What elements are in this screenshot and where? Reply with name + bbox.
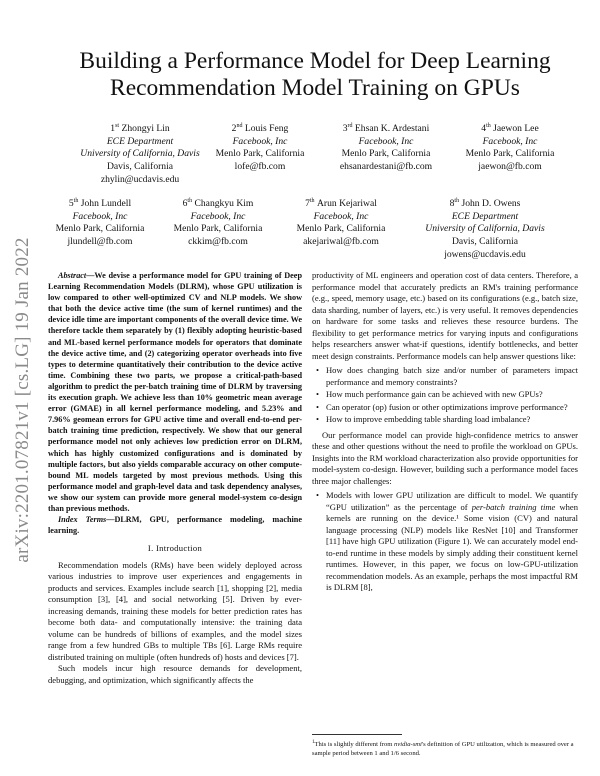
author-block-3 — [318, 120, 454, 174]
paragraph: Our performance model can provide high-confidence metrics to answer these and other questions without the need to profile the workload on GPUs. Insights into the RM workload characterization also provide opportunities for model-system co-design. However, building such a performance model faces three major challenges: — [312, 429, 578, 486]
author-dept: ECE Department — [451, 210, 519, 222]
list-item: • How much performance gain can be achieved with new GPUs? — [326, 389, 578, 401]
list-item: • Can operator (op) fusion or other optimizations improve performance? — [326, 402, 578, 414]
author-email: jowens@ucdavis.edu — [444, 248, 526, 260]
paper-title: Building a Performance Model for Deep Learning Recommendation Model Training on GPUs — [79, 48, 551, 101]
author-email: ckkim@fb.com — [188, 235, 248, 247]
author-dept: ECE Department — [106, 135, 174, 147]
author-name: 3rd Ehsan K. Ardestani — [342, 123, 430, 135]
index-terms: Index Terms—DLRM, GPU, performance modeling, machine learning. — [48, 515, 302, 536]
author-email: lofe@fb.com — [234, 160, 286, 172]
abstract — [48, 270, 302, 514]
abstract-label: Abstract — [58, 271, 87, 280]
arxiv-identifier: arXiv:2201.07821v1 [cs.LG] 19 Jan 2022 — [12, 237, 33, 563]
right-column — [312, 270, 578, 598]
footnote: $^1$This is slightly different from nvidia-smi's definition of GPU utilization, which is measured over a sample period between 1 and 1/6 second. — [312, 740, 574, 758]
author-name: 6th Changkyu Kim — [182, 198, 254, 210]
abstract-text: —We devise a performance model for GPU training of Deep Learning Recommendation Models (DLRM), whose GPU utilization is low compared to other well-optimized CV and NLP models. We show that both the device active time (the sum of kernel runtimes) and the device idle time are important components of the overall device time. We therefore tackle them separately by (1) flexibly adopting heuristic-based and ML-based kernel performance models for operators that dominate the device active time, and (2) categorizing operator overheads into five types to determine quantitatively their contribution to the device active time. Combining these two parts, we propose a critical-path-based algorithm to predict the per-batch training time of DLRM by traversing its execution graph. We achieve less than 10% geometric mean average error (GMAE) in all kernel performance modeling, and 5.23% and 7.96% geomean errors for GPU active time and overall end-to-end per-batch training time prediction, respectively. We show that our general performance model not only achieves low prediction error on DLRM, which has highly customized configurations and is dominated by multiple factors, but also yields comparable accuracy on other compute-bound ML models targeted by most previous methods. Using this performance model and graph-level data and task dependency analyses, we show our system can provide more general model-system co-design than previous methods. — [48, 271, 302, 513]
index-terms-label: Index Terms — [58, 515, 107, 525]
author-city: Menlo Park, California — [173, 223, 263, 235]
paragraph: productivity of ML engineers and operation cost of data centers. Therefore, a performance model that accurately predicts an RM's training performance (e.g., speed, memory usage, etc.) based on its configurations (e.g., batch size, data sharding, number of layers, etc.) is very useful. It removes dependencies on hardware for some tasks and relieves these resource burdens. The flexibility to get performance metrics for varying inputs and configurations helps researchers answer what-if questions, identify bottlenecks, and better meet design constraints. Performance models can help answer questions like: — [312, 270, 578, 361]
author-name: 1st Zhongyi Lin — [110, 123, 170, 135]
list-item: • Models with lower GPU utilization are difficult to model. We quantify “GPU utilization” as the percentage of per-batch training time when kernels are running on the device.¹ Some vision (CV) and natural language processing (NLP) models like ResNet [10] and Transformer [11] have high GPU utilization (Figure 1). We can accurately model end-to-end runtime in these models by simply adding their constituent kernel runtimes. However, in this paper, we focus on low-GPU-utilization recommendation models. As an example, perhaps the most impactful RM is DLRM [8], — [326, 490, 578, 594]
author-dept: Facebook, Inc — [482, 135, 538, 147]
author-name: 4th Jaewon Lee — [481, 123, 539, 135]
author-name: 8th John D. Owens — [449, 198, 521, 210]
author-org: University of California, Davis — [425, 223, 545, 235]
author-name: 7th Arun Kejariwal — [305, 198, 377, 210]
author-city: Davis, California — [451, 235, 519, 247]
footnote-rule — [312, 734, 402, 735]
author-email: zhylin@ucdavis.edu — [100, 173, 180, 185]
author-block-8 — [410, 195, 560, 261]
paragraph: Recommendation models (RMs) have been widely deployed across various industries to improve user experiences and engagements in products and services. Examples include search [1], shopping [2], media consumption [3], [4], and social networking [5]. Driven by ever-increasing demands, training these models for better prediction rates has become both data- and computationally intensive: the training data volume can be hundreds of billions of examples, and the model sizes range from a few hundred GBs to multiple TBs [6]. Large RMs require distributed training on multiple (often hundreds of) hosts and devices [7]. — [48, 559, 302, 662]
question-list — [312, 365, 578, 426]
author-name: 2nd Louis Feng — [231, 123, 289, 135]
author-email: akejariwal@fb.com — [303, 235, 379, 247]
author-block-4 — [452, 120, 568, 174]
author-dept: Facebook, Inc — [358, 135, 414, 147]
paragraph: Such models incur high resource demands for development, debugging, and optimization, which significantly affects the — [48, 663, 302, 685]
author-dept: Facebook, Inc — [232, 135, 288, 147]
section-heading: I. Introduction — [147, 543, 203, 554]
author-org: University of California, Davis — [80, 148, 200, 160]
author-block-6 — [158, 195, 278, 249]
author-block-7 — [276, 195, 406, 249]
author-block-2 — [200, 120, 320, 174]
challenge-list — [312, 490, 578, 594]
author-block-5 — [40, 195, 160, 249]
author-dept: Facebook, Inc — [313, 210, 369, 222]
author-city: Menlo Park, California — [215, 148, 305, 160]
author-city: Menlo Park, California — [465, 148, 555, 160]
author-city: Menlo Park, California — [296, 223, 386, 235]
author-email: jaewon@fb.com — [478, 160, 542, 172]
list-item: • How does changing batch size and/or number of parameters impact performance and memory constraints? — [326, 365, 578, 388]
author-dept: Facebook, Inc — [190, 210, 246, 222]
author-block-1 — [70, 120, 210, 186]
author-city: Menlo Park, California — [341, 148, 431, 160]
author-city: Menlo Park, California — [55, 223, 145, 235]
left-column — [48, 270, 302, 686]
author-email: jlundell@fb.com — [67, 235, 133, 247]
list-item: • How to improve embedding table sharding load imbalance? — [326, 414, 578, 426]
author-city: Davis, California — [106, 160, 174, 172]
author-name: 5th John Lundell — [68, 198, 132, 210]
author-email: ehsanardestani@fb.com — [339, 160, 433, 172]
author-dept: Facebook, Inc — [72, 210, 128, 222]
